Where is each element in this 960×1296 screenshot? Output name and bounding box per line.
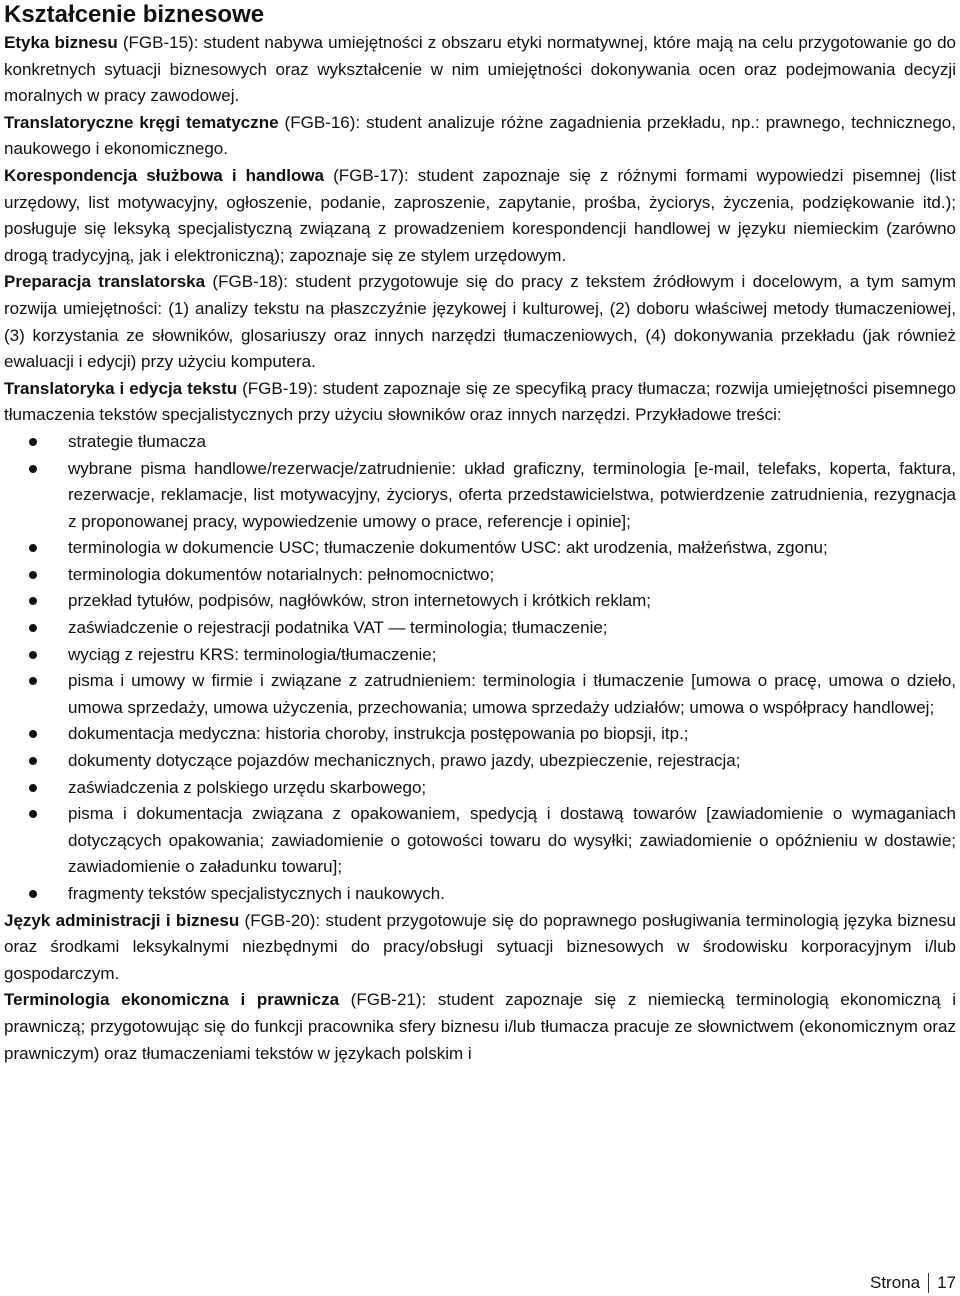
bullet-icon — [29, 438, 37, 446]
list-item — [4, 748, 956, 775]
course-description: (FGB-20): student przygotowuje się do poprawnego posługiwania terminologią języka biznesu oraz środkami leksykalnymi niezbędnymi do pracy/obsługi sytuacji biznesowych w środowisku korporacyjnym i/lub gospodarczym. — [4, 910, 956, 983]
example-contents-list — [4, 429, 956, 908]
list-item-text: terminologia dokumentów notarialnych: pełnomocnictwo; — [68, 564, 495, 584]
paragraph-fgb-19 — [4, 376, 956, 429]
section-heading: Kształcenie biznesowe — [4, 1, 265, 28]
list-item — [4, 801, 956, 881]
course-description: (FGB-19): student zapoznaje się ze specyfiką pracy tłumacza; rozwija umiejętności pisemnego tłumaczenia tekstów specjalistycznych przy użyciu słowników oraz innych narzędzi. Przykładowe treści: — [4, 378, 956, 425]
list-item — [4, 562, 956, 589]
course-description: (FGB-18): student przygotowuje się do pracy z tekstem źródłowym i docelowym, a tym samym rozwija umiejętności: (1) analizy tekstu na płaszczyźnie językowej i kulturowej, (2) doboru właściwej metody tłumaczeniowej, (3) korzystania ze słowników, glosariuszy oraz innych narzędzi tłumaczeniowych, (4) dokonywania przekładu (jak również ewaluacji i edycji) przy użyciu komputera. — [4, 272, 957, 372]
course-title: Preparacja translatorska — [4, 272, 206, 292]
list-item — [4, 881, 956, 908]
list-item — [4, 615, 956, 642]
bullet-icon — [29, 624, 37, 632]
bullet-icon — [29, 890, 37, 898]
bullet-icon — [29, 571, 37, 579]
list-item-text: zaświadczenia z polskiego urzędu skarbowego; — [68, 777, 427, 797]
course-title: Język administracji i biznesu — [4, 910, 240, 930]
list-item-text: pisma i umowy w firmie i związane z zatrudnieniem: terminologia i tłumaczenie [umowa o pracę, umowa o dzieło, umowa sprzedaży, umowa użyczenia, przechowania; umowa sprzedaży udziałów; umowa o współpracy handlowej; — [68, 671, 956, 717]
paragraphs-before-list — [4, 30, 956, 429]
list-item-text: zaświadczenie o rejestracji podatnika VAT — terminologia; tłumaczenie; — [68, 618, 608, 638]
document-content — [4, 0, 956, 1067]
paragraph-fgb-20 — [4, 908, 956, 988]
paragraph-fgb-15 — [4, 30, 956, 110]
list-item-text: strategie tłumacza — [68, 431, 206, 451]
bullet-icon — [29, 730, 37, 738]
list-item — [4, 429, 956, 456]
list-item — [4, 588, 956, 615]
list-item-text: dokumentacja medyczna: historia choroby, instrukcja postępowania po biopsji, itp.; — [68, 724, 689, 744]
list-item — [4, 721, 956, 748]
list-item-text: fragmenty tekstów specjalistycznych i naukowych. — [68, 884, 445, 903]
page-label: Strona — [869, 1273, 921, 1292]
list-item-text: terminologia w dokumencie USC; tłumaczenie dokumentów USC: akt urodzenia, małżeństwa, zgonu; — [68, 538, 828, 558]
course-title: Translatoryka i edycja tekstu — [4, 378, 238, 398]
list-item — [4, 535, 956, 562]
list-item-text: wybrane pisma handlowe/rezerwacje/zatrudnienie: układ graficzny, terminologia [e-mail, telefaks, koperta, faktura, rezerwacje, reklamacje, list motywacyjny, życiorys, oferta przedstawicielstwa, potwierdzenie zatrudnienia, rezygnacja z proponowanej pracy, wypowiedzenie umowy o prace, referencje i opinie]; — [68, 458, 956, 531]
list-item-text: przekład tytułów, podpisów, nagłówków, stron internetowych i krótkich reklam; — [68, 591, 651, 611]
page-number: 17 — [937, 1273, 956, 1292]
bullet-icon — [29, 597, 37, 605]
bullet-icon — [29, 757, 37, 765]
course-title: Korespondencja służbowa i handlowa — [4, 165, 325, 185]
list-item — [4, 456, 956, 536]
list-item-text: wyciąg z rejestru KRS: terminologia/tłumaczenie; — [68, 644, 437, 664]
course-title: Terminologia ekonomiczna i prawnicza — [4, 990, 340, 1010]
list-item — [4, 668, 956, 721]
list-item-text: pisma i dokumentacja związana z opakowaniem, spedycją i dostawą towarów [zawiadomienie o wymaganiach dotyczących opakowania; zawiadomienie o gotowości towaru do wysyłki; zawiadomienie o opóźnieniu w dostawie; zawiadomienie o załadunku towaru]; — [68, 804, 956, 877]
bullet-icon — [29, 677, 37, 685]
footer-divider — [928, 1273, 929, 1293]
bullet-icon — [29, 544, 37, 552]
list-item-text: dokumenty dotyczące pojazdów mechanicznych, prawo jazdy, ubezpieczenie, rejestracja; — [68, 751, 741, 771]
list-item — [4, 775, 956, 802]
bullet-icon — [29, 465, 37, 473]
course-description: (FGB-17): student zapoznaje się z różnymi formami wypowiedzi pisemnej (list urzędowy, list motywacyjny, ogłoszenie, podanie, zaproszenie, zapytanie, prośba, życiorys, życzenia, podziękowanie itd.); posługuje się leksyką specjalistyczną związaną z prowadzeniem korespondencji handlowej w języku niemieckim (zarówno drogą tradycyjną, jak i elektroniczną); zapoznaje się ze stylem urzędowym. — [4, 165, 956, 265]
course-title: Translatoryczne kręgi tematyczne — [4, 112, 279, 132]
paragraph-fgb-18 — [4, 269, 956, 375]
course-description: (FGB-15): student nabywa umiejętności z obszaru etyki normatywnej, które mają na celu przygotowanie go do konkretnych sytuacji biznesowych oraz wykształcenie w nim umiejętności dokonywania ocen oraz podejmowania decyzji moralnych w pracy zawodowej. — [4, 33, 956, 106]
bullet-icon — [29, 784, 37, 792]
paragraph-fgb-17 — [4, 163, 956, 269]
page-footer — [870, 1272, 956, 1294]
course-description: (FGB-21): student zapoznaje się z niemiecką terminologią ekonomiczną i prawniczą; przygotowując się do funkcji pracownika sfery biznesu i/lub tłumacza pracuje ze słownictwem (ekonomicznym oraz prawniczym) oraz tłumaczeniami tekstów w językach polskim i — [4, 990, 956, 1063]
bullet-icon — [29, 810, 37, 818]
paragraph-fgb-21 — [4, 987, 956, 1067]
list-item — [4, 642, 956, 669]
bullet-icon — [29, 651, 37, 659]
paragraphs-after-list — [4, 908, 956, 1068]
course-title: Etyka biznesu — [4, 33, 118, 52]
paragraph-fgb-16 — [4, 110, 956, 163]
course-description: (FGB-16): student analizuje różne zagadnienia przekładu, np.: prawnego, technicznego, naukowego i ekonomicznego. — [4, 112, 956, 159]
